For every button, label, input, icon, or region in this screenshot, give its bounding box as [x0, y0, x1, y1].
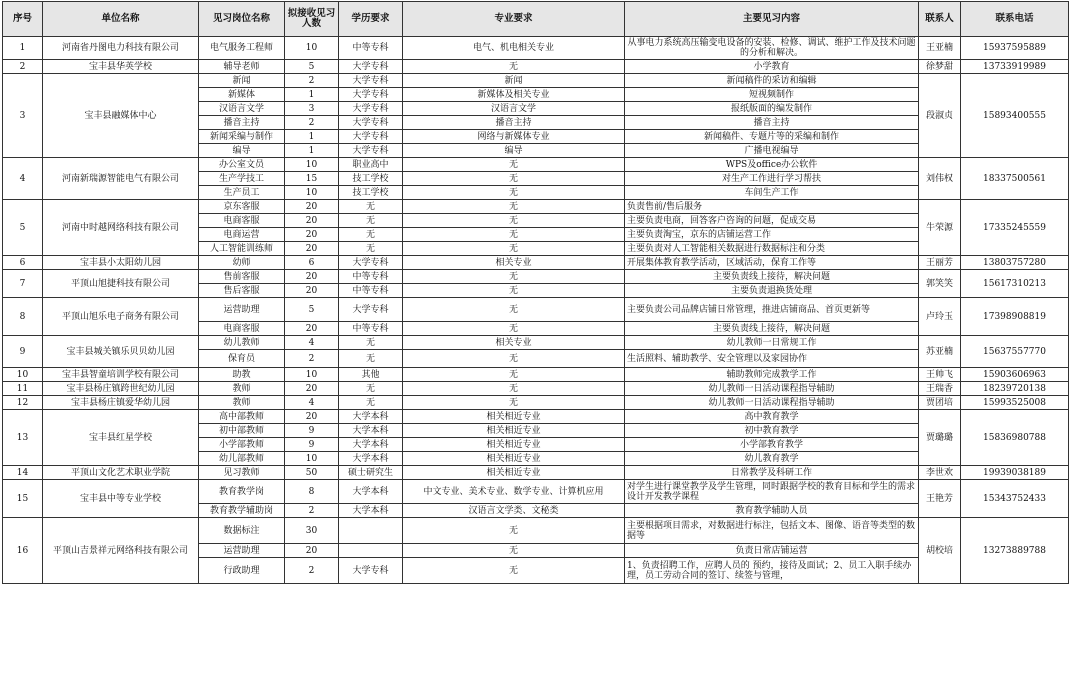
education-req: 中等专科 — [339, 37, 403, 60]
contact-phone: 13733919989 — [961, 60, 1069, 74]
post-name: 运营助理 — [199, 298, 285, 322]
main-content: 日常教学及科研工作 — [625, 466, 919, 480]
education-req: 大学专科 — [339, 298, 403, 322]
education-req: 大学本科 — [339, 424, 403, 438]
education-req: 大学本科 — [339, 504, 403, 518]
unit-name: 宝丰县红星学校 — [43, 410, 199, 466]
post-name: 电商客服 — [199, 214, 285, 228]
unit-name: 平顶山吉景祥元网络科技有限公司 — [43, 518, 199, 584]
contact-phone: 15343752433 — [961, 480, 1069, 518]
main-content: 主要负责淘宝，京东的店铺运营工作 — [625, 228, 919, 242]
post-name: 数据标注 — [199, 518, 285, 544]
major-req: 无 — [403, 544, 625, 558]
major-req: 无 — [403, 172, 625, 186]
main-content: 生活照料、辅助教学、安全管理以及家园协作 — [625, 350, 919, 368]
main-content: 主要负责电商，回答客户咨询的问题，促成交易 — [625, 214, 919, 228]
intake-count: 20 — [285, 284, 339, 298]
contact-person: 徐梦甜 — [919, 60, 961, 74]
row-number: 15 — [3, 480, 43, 518]
unit-name: 河南省丹图电力科技有限公司 — [43, 37, 199, 60]
education-req: 无 — [339, 350, 403, 368]
post-name: 初中部教师 — [199, 424, 285, 438]
intake-count: 30 — [285, 518, 339, 544]
intake-count: 50 — [285, 466, 339, 480]
major-req: 无 — [403, 558, 625, 584]
unit-name: 平顶山文化艺术职业学院 — [43, 466, 199, 480]
contact-person: 李世欢 — [919, 466, 961, 480]
header-edu: 学历要求 — [339, 2, 403, 37]
main-content: 主要负责线上接待，解决问题 — [625, 322, 919, 336]
row-number: 4 — [3, 158, 43, 200]
intake-count: 1 — [285, 130, 339, 144]
major-req: 无 — [403, 322, 625, 336]
intake-count: 20 — [285, 200, 339, 214]
table-row — [3, 298, 1069, 322]
post-name: 售前客服 — [199, 270, 285, 284]
major-req: 无 — [403, 186, 625, 200]
intake-count: 3 — [285, 102, 339, 116]
education-req: 其他 — [339, 368, 403, 382]
education-req — [339, 544, 403, 558]
contact-person: 卢玲玉 — [919, 298, 961, 336]
intake-count: 10 — [285, 186, 339, 200]
table-row — [3, 480, 1069, 504]
main-content: 教育教学辅助人员 — [625, 504, 919, 518]
table-row — [3, 270, 1069, 284]
contact-phone: 13803757280 — [961, 256, 1069, 270]
education-req: 无 — [339, 336, 403, 350]
unit-name: 宝丰县中等专业学校 — [43, 480, 199, 518]
main-content: 辅助教师完成教学工作 — [625, 368, 919, 382]
contact-phone: 18337500561 — [961, 158, 1069, 200]
major-req: 无 — [403, 242, 625, 256]
education-req: 大学专科 — [339, 256, 403, 270]
contact-phone: 17398908819 — [961, 298, 1069, 336]
education-req: 职业高中 — [339, 158, 403, 172]
main-content: 报纸版面的编发制作 — [625, 102, 919, 116]
header-unit: 单位名称 — [43, 2, 199, 37]
major-req: 播音主持 — [403, 116, 625, 130]
education-req: 无 — [339, 214, 403, 228]
major-req: 无 — [403, 350, 625, 368]
post-name: 幼师 — [199, 256, 285, 270]
major-req: 相关相近专业 — [403, 438, 625, 452]
post-name: 教育教学辅助岗 — [199, 504, 285, 518]
row-number: 10 — [3, 368, 43, 382]
major-req: 相关相近专业 — [403, 410, 625, 424]
row-number: 13 — [3, 410, 43, 466]
education-req: 大学专科 — [339, 74, 403, 88]
main-content: 负责售前/售后服务 — [625, 200, 919, 214]
contact-phone: 13273889788 — [961, 518, 1069, 584]
post-name: 新闻 — [199, 74, 285, 88]
unit-name: 宝丰县融媒体中心 — [43, 74, 199, 158]
unit-name: 河南中时越网络科技有限公司 — [43, 200, 199, 256]
contact-person: 苏亚楠 — [919, 336, 961, 368]
main-content: 新闻稿件、专题片等的采编和制作 — [625, 130, 919, 144]
intake-count: 20 — [285, 228, 339, 242]
table-row — [3, 382, 1069, 396]
unit-name: 河南新瑞源智能电气有限公司 — [43, 158, 199, 200]
intake-count: 20 — [285, 242, 339, 256]
row-number: 5 — [3, 200, 43, 256]
intake-count: 8 — [285, 480, 339, 504]
post-name: 生产员工 — [199, 186, 285, 200]
intake-count: 20 — [285, 214, 339, 228]
education-req: 无 — [339, 228, 403, 242]
table-row — [3, 74, 1069, 88]
education-req: 大学专科 — [339, 130, 403, 144]
major-req: 中文专业、美术专业、数学专业、计算机应用 — [403, 480, 625, 504]
major-req: 新媒体及相关专业 — [403, 88, 625, 102]
main-content: 广播电视编导 — [625, 144, 919, 158]
main-content: 播音主持 — [625, 116, 919, 130]
unit-name: 宝丰县小太阳幼儿园 — [43, 256, 199, 270]
intake-count: 6 — [285, 256, 339, 270]
education-req: 大学本科 — [339, 452, 403, 466]
row-number: 6 — [3, 256, 43, 270]
main-content: 主要负责退换货处理 — [625, 284, 919, 298]
main-content: 小学教育 — [625, 60, 919, 74]
main-content: 车间生产工作 — [625, 186, 919, 200]
contact-person: 王丽芳 — [919, 256, 961, 270]
education-req: 中等专科 — [339, 270, 403, 284]
intake-count: 1 — [285, 88, 339, 102]
education-req — [339, 518, 403, 544]
main-content: 幼儿教师一日常规工作 — [625, 336, 919, 350]
contact-phone: 15903606963 — [961, 368, 1069, 382]
main-content: 幼儿教育教学 — [625, 452, 919, 466]
unit-name: 平顶山旭乐电子商务有限公司 — [43, 298, 199, 336]
main-content: 主要负责线上接待，解决问题 — [625, 270, 919, 284]
education-req: 大学本科 — [339, 480, 403, 504]
post-name: 电商运营 — [199, 228, 285, 242]
major-req: 相关相近专业 — [403, 466, 625, 480]
intake-count: 15 — [285, 172, 339, 186]
post-name: 售后客服 — [199, 284, 285, 298]
table-row — [3, 200, 1069, 214]
post-name: 行政助理 — [199, 558, 285, 584]
post-name: 电商客服 — [199, 322, 285, 336]
post-name: 见习教师 — [199, 466, 285, 480]
intake-count: 2 — [285, 116, 339, 130]
intake-count: 5 — [285, 60, 339, 74]
education-req: 大学本科 — [339, 410, 403, 424]
major-req: 无 — [403, 396, 625, 410]
major-req: 无 — [403, 382, 625, 396]
intake-count: 4 — [285, 396, 339, 410]
header-no: 序号 — [3, 2, 43, 37]
row-number: 1 — [3, 37, 43, 60]
major-req: 无 — [403, 60, 625, 74]
header-phone: 联系电话 — [961, 2, 1069, 37]
post-name: 播音主持 — [199, 116, 285, 130]
contact-person: 刘伟权 — [919, 158, 961, 200]
main-content: 主要负责公司品牌店铺日常管理，推进店铺商品、首页更新等 — [625, 298, 919, 322]
contact-person: 王帅飞 — [919, 368, 961, 382]
main-content: WPS及office办公软件 — [625, 158, 919, 172]
main-content: 新闻稿件的采访和编辑 — [625, 74, 919, 88]
post-name: 教育教学岗 — [199, 480, 285, 504]
contact-phone: 15637557770 — [961, 336, 1069, 368]
intake-count: 4 — [285, 336, 339, 350]
contact-person: 胡校培 — [919, 518, 961, 584]
row-number: 16 — [3, 518, 43, 584]
education-req: 技工学校 — [339, 172, 403, 186]
post-name: 幼儿教师 — [199, 336, 285, 350]
post-name: 辅导老师 — [199, 60, 285, 74]
intake-count: 1 — [285, 144, 339, 158]
main-content: 初中教育教学 — [625, 424, 919, 438]
table-row — [3, 466, 1069, 480]
post-name: 幼儿部教师 — [199, 452, 285, 466]
post-name: 编导 — [199, 144, 285, 158]
education-req: 技工学校 — [339, 186, 403, 200]
intake-count: 10 — [285, 37, 339, 60]
main-content: 主要负责对人工智能相关数据进行数据标注和分类 — [625, 242, 919, 256]
table-row — [3, 368, 1069, 382]
major-req: 相关专业 — [403, 256, 625, 270]
post-name: 新闻采编与制作 — [199, 130, 285, 144]
unit-name: 宝丰县城关镇乐贝贝幼儿园 — [43, 336, 199, 368]
main-content: 短视频制作 — [625, 88, 919, 102]
major-req: 无 — [403, 518, 625, 544]
internship-table — [2, 1, 1069, 584]
header-contact: 联系人 — [919, 2, 961, 37]
intake-count: 20 — [285, 270, 339, 284]
row-number: 7 — [3, 270, 43, 298]
contact-phone: 15893400555 — [961, 74, 1069, 158]
row-number: 8 — [3, 298, 43, 336]
row-number: 9 — [3, 336, 43, 368]
main-content: 幼儿教师一日活动课程指导辅助 — [625, 396, 919, 410]
intake-count: 10 — [285, 368, 339, 382]
major-req: 编导 — [403, 144, 625, 158]
education-req: 无 — [339, 382, 403, 396]
table-row — [3, 410, 1069, 424]
post-name: 京东客服 — [199, 200, 285, 214]
education-req: 大学专科 — [339, 102, 403, 116]
post-name: 生产学技工 — [199, 172, 285, 186]
header-row — [3, 2, 1069, 37]
education-req: 无 — [339, 242, 403, 256]
intake-count: 9 — [285, 424, 339, 438]
contact-phone: 19939038189 — [961, 466, 1069, 480]
education-req: 硕士研究生 — [339, 466, 403, 480]
post-name: 助教 — [199, 368, 285, 382]
main-content: 1、负责招聘工作，应聘人员的 预约，接待及面试；2、员工入职手续办理，员工劳动合同的签订、续签与管理， — [625, 558, 919, 584]
header-post: 见习岗位名称 — [199, 2, 285, 37]
education-req: 中等专科 — [339, 284, 403, 298]
education-req: 中等专科 — [339, 322, 403, 336]
education-req: 大学本科 — [339, 438, 403, 452]
table-row — [3, 37, 1069, 60]
contact-phone: 15937595889 — [961, 37, 1069, 60]
major-req: 相关专业 — [403, 336, 625, 350]
unit-name: 宝丰县智童培训学校有限公司 — [43, 368, 199, 382]
table-row — [3, 518, 1069, 544]
post-name: 新媒体 — [199, 88, 285, 102]
main-content: 主要根据项目需求，对数据进行标注，包括文本、图像、语音等类型的数据等 — [625, 518, 919, 544]
row-number: 2 — [3, 60, 43, 74]
contact-person: 王艳芳 — [919, 480, 961, 518]
major-req: 汉语言文学 — [403, 102, 625, 116]
post-name: 电气服务工程师 — [199, 37, 285, 60]
main-content: 小学部教育教学 — [625, 438, 919, 452]
intake-count: 5 — [285, 298, 339, 322]
contact-phone: 17335245559 — [961, 200, 1069, 256]
intake-count: 2 — [285, 558, 339, 584]
intake-count: 20 — [285, 544, 339, 558]
contact-person: 郭笑笑 — [919, 270, 961, 298]
unit-name: 宝丰县华英学校 — [43, 60, 199, 74]
major-req: 新闻 — [403, 74, 625, 88]
unit-name: 宝丰县杨庄镇爱华幼儿园 — [43, 396, 199, 410]
education-req: 大学专科 — [339, 88, 403, 102]
row-number: 14 — [3, 466, 43, 480]
post-name: 高中部教师 — [199, 410, 285, 424]
contact-person: 牛荣源 — [919, 200, 961, 256]
intake-count: 2 — [285, 74, 339, 88]
intake-count: 20 — [285, 322, 339, 336]
contact-person: 王亚楠 — [919, 37, 961, 60]
contact-person: 贾璐璐 — [919, 410, 961, 466]
contact-person: 段淑贞 — [919, 74, 961, 158]
education-req: 大学专科 — [339, 558, 403, 584]
post-name: 小学部教师 — [199, 438, 285, 452]
intake-count: 10 — [285, 158, 339, 172]
contact-phone: 18239720138 — [961, 382, 1069, 396]
post-name: 汉语言文学 — [199, 102, 285, 116]
table-row — [3, 396, 1069, 410]
education-req: 无 — [339, 396, 403, 410]
major-req: 无 — [403, 228, 625, 242]
contact-person: 王瑞香 — [919, 382, 961, 396]
header-major: 专业要求 — [403, 2, 625, 37]
education-req: 大学专科 — [339, 116, 403, 130]
main-content: 开展集体教育教学活动，区域活动，保育工作等 — [625, 256, 919, 270]
header-content: 主要见习内容 — [625, 2, 919, 37]
major-req: 电气、机电相关专业 — [403, 37, 625, 60]
unit-name: 平顶山旭捷科技有限公司 — [43, 270, 199, 298]
major-req: 无 — [403, 368, 625, 382]
intake-count: 2 — [285, 350, 339, 368]
table-row — [3, 256, 1069, 270]
post-name: 保育员 — [199, 350, 285, 368]
major-req: 无 — [403, 284, 625, 298]
contact-phone: 15836980788 — [961, 410, 1069, 466]
main-content: 从事电力系统高压输变电设备的安装、检修、调试、维护工作及技术问题的分析和解决。 — [625, 37, 919, 60]
contact-phone: 15993525008 — [961, 396, 1069, 410]
table-row — [3, 336, 1069, 350]
row-number: 11 — [3, 382, 43, 396]
major-req: 相关相近专业 — [403, 452, 625, 466]
contact-phone: 15617310213 — [961, 270, 1069, 298]
major-req: 相关相近专业 — [403, 424, 625, 438]
main-content: 幼儿教师一日活动课程指导辅助 — [625, 382, 919, 396]
table-body — [3, 37, 1069, 584]
intake-count: 20 — [285, 410, 339, 424]
major-req: 无 — [403, 270, 625, 284]
major-req: 网络与新媒体专业 — [403, 130, 625, 144]
intake-count: 20 — [285, 382, 339, 396]
main-content: 高中教育教学 — [625, 410, 919, 424]
education-req: 无 — [339, 200, 403, 214]
main-content: 对学生进行课堂教学及学生管理，同时跟据学校的教育目标和学生的需求设计开发教学课程 — [625, 480, 919, 504]
header-num: 拟接收见习人数 — [285, 2, 339, 37]
main-content: 对生产工作进行学习帮扶 — [625, 172, 919, 186]
post-name: 运营助理 — [199, 544, 285, 558]
contact-person: 贾团培 — [919, 396, 961, 410]
post-name: 人工智能训练师 — [199, 242, 285, 256]
major-req: 无 — [403, 298, 625, 322]
row-number: 12 — [3, 396, 43, 410]
major-req: 汉语言文学类、文秘类 — [403, 504, 625, 518]
post-name: 办公室文员 — [199, 158, 285, 172]
post-name: 教师 — [199, 382, 285, 396]
intake-count: 2 — [285, 504, 339, 518]
main-content: 负责日常店铺运营 — [625, 544, 919, 558]
major-req: 无 — [403, 158, 625, 172]
intake-count: 10 — [285, 452, 339, 466]
major-req: 无 — [403, 200, 625, 214]
education-req: 大学专科 — [339, 60, 403, 74]
table-row — [3, 60, 1069, 74]
post-name: 教师 — [199, 396, 285, 410]
table-row — [3, 158, 1069, 172]
major-req: 无 — [403, 214, 625, 228]
unit-name: 宝丰县杨庄镇跨世纪幼儿园 — [43, 382, 199, 396]
education-req: 大学专科 — [339, 144, 403, 158]
row-number: 3 — [3, 74, 43, 158]
intake-count: 9 — [285, 438, 339, 452]
